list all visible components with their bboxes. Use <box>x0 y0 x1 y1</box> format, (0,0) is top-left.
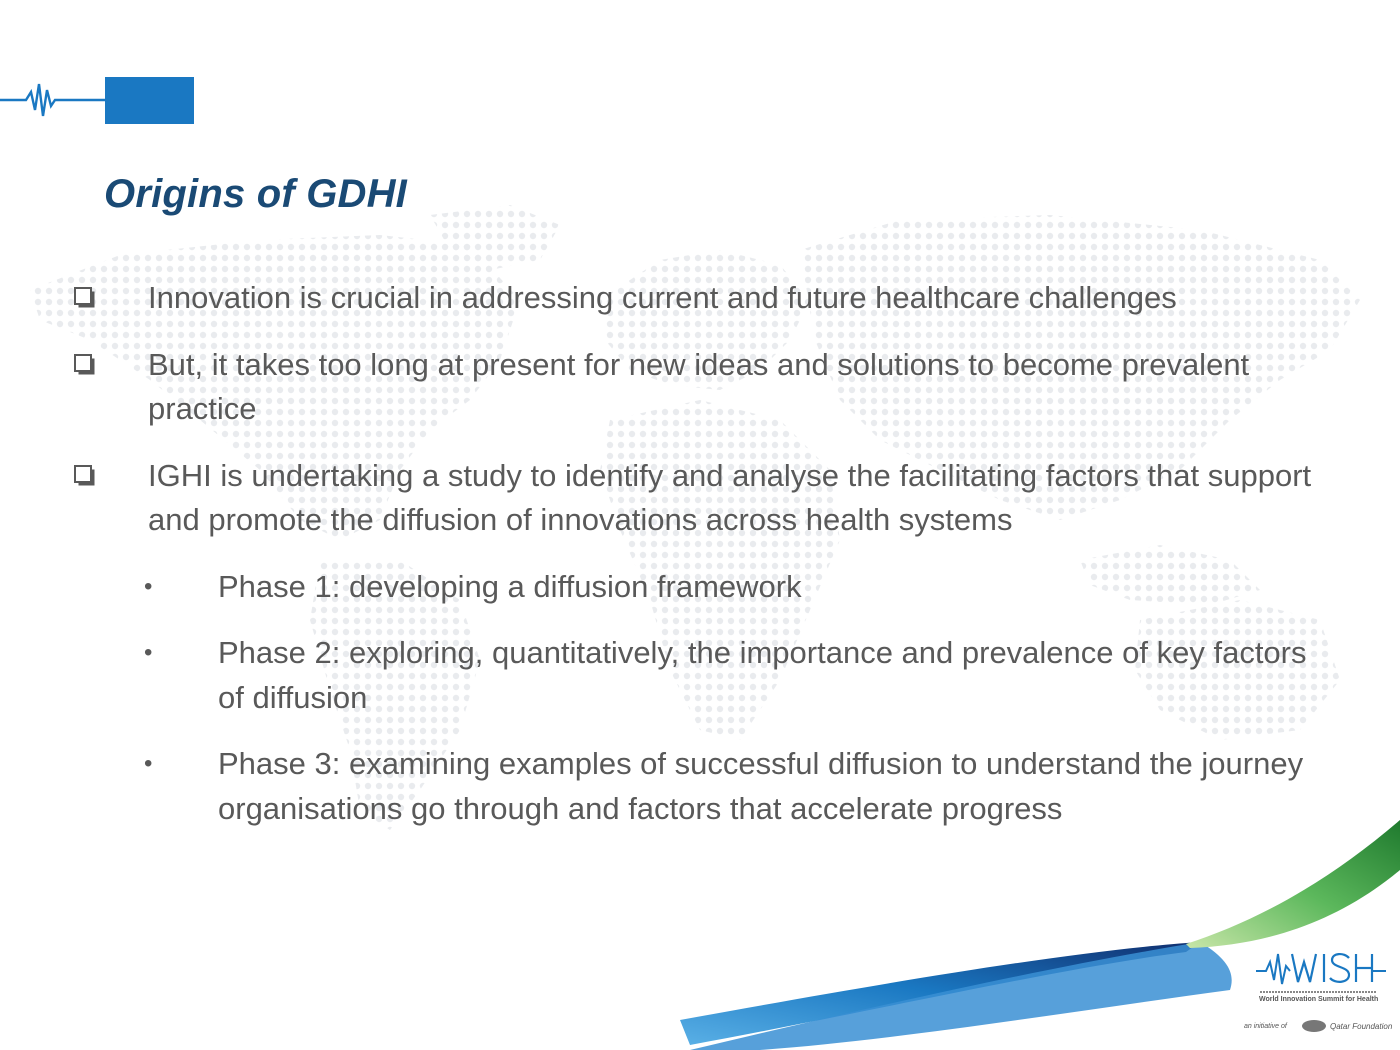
sub-bullet-text: Phase 1: developing a diffusion framework <box>218 568 802 604</box>
bullet-text: IGHI is undertaking a study to identify and analyse the facilitating factors that support and promote the diffusion of innovations across health systems <box>148 457 1312 537</box>
logo-partner: Qatar Foundation <box>1330 1022 1393 1031</box>
bullet-text: But, it takes too long at present for new ideas and solutions to become prevalent practice <box>148 346 1250 426</box>
logo-initiative-text: an initiative of <box>1244 1023 1287 1030</box>
slide-title: Origins of GDHI <box>104 172 407 216</box>
sub-bullet-marker: • <box>144 639 153 666</box>
sub-bullet-marker: • <box>144 750 153 777</box>
bullet-text: Innovation is crucial in addressing current and future healthcare challenges <box>148 280 1177 315</box>
sub-bullet-text: Phase 3: examining examples of successful diffusion to understand the journey organisations go through and factors that accelerate progress <box>218 746 1304 826</box>
logo-subtitle: World Innovation Summit for Health <box>1259 996 1379 1003</box>
sub-bullet-text: Phase 2: exploring, quantitatively, the importance and prevalence of key factors of diffusion <box>218 635 1307 715</box>
sub-bullet-marker: • <box>144 572 153 600</box>
